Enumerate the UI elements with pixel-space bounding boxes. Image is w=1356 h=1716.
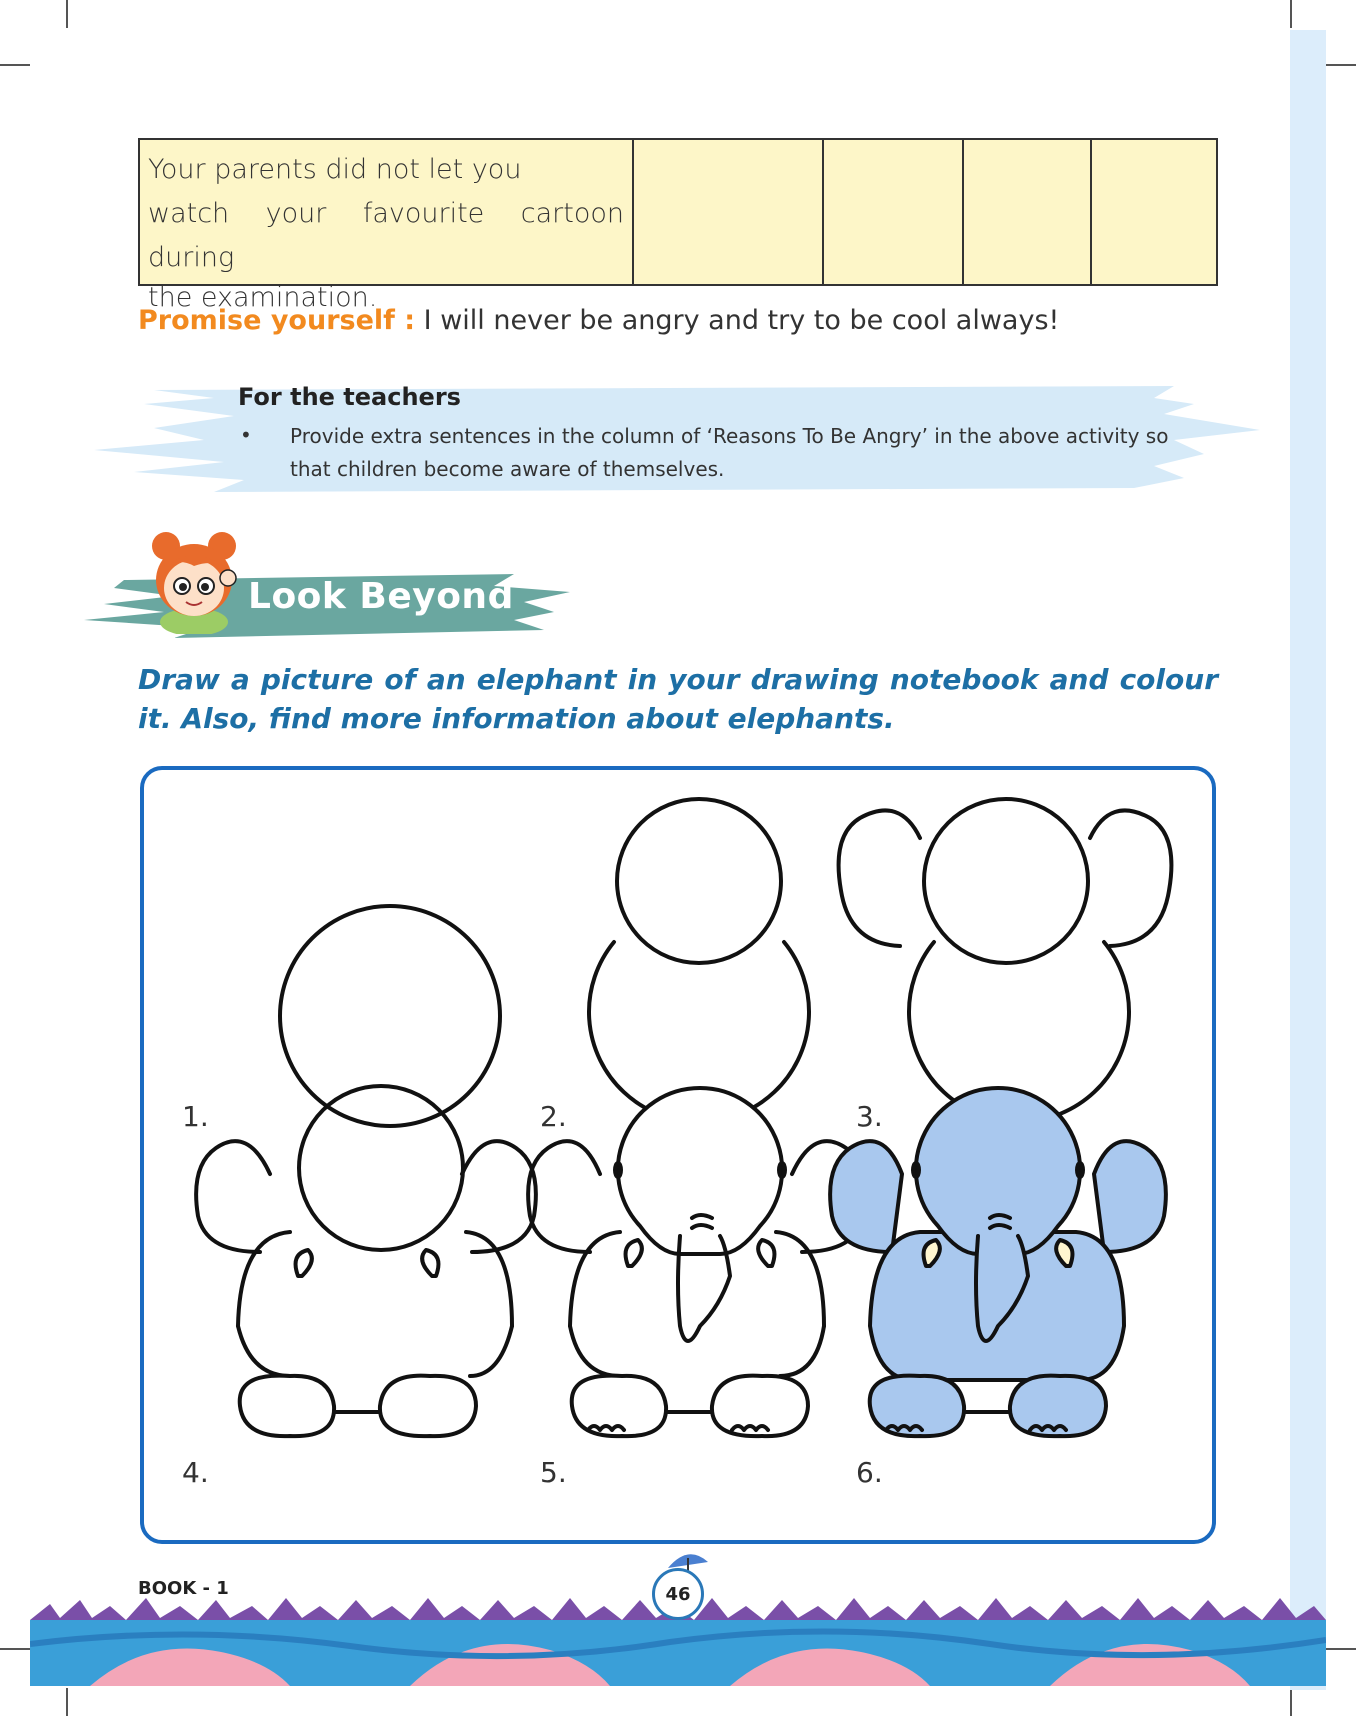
answer-cell[interactable]: [964, 140, 1092, 284]
step-number: 1.: [182, 1100, 209, 1133]
reason-line: watch your favourite cartoon during: [148, 198, 624, 273]
anger-table-row: [138, 138, 1218, 313]
teachers-title: For the teachers: [238, 383, 461, 411]
crop-mark: [66, 0, 68, 28]
crop-mark: [1326, 64, 1356, 66]
reason-line: the examination.: [148, 282, 378, 313]
crop-mark: [0, 64, 30, 66]
crop-mark: [66, 1688, 68, 1716]
girl-mascot-icon: [140, 526, 248, 634]
reason-line: Your parents did not let you: [148, 154, 522, 185]
bullet: •: [240, 423, 252, 447]
elephant-step-1-figure: [280, 906, 500, 1126]
elephant-step-3-figure: [839, 799, 1172, 1122]
activity-instruction: Draw a picture of an elephant in your drawing notebook and colour it. Also, find more information about elephants.: [138, 663, 1218, 735]
step-number: 4.: [182, 1456, 209, 1489]
answer-cell[interactable]: [634, 140, 824, 284]
teachers-note: Provide extra sentences in the column of ‘Reasons To Be Angry’ in the above activity so that children become aware of themselves.: [290, 424, 1169, 481]
step-number: 6.: [856, 1456, 883, 1489]
elephant-step-4-figure: [196, 1086, 536, 1436]
promise-line: [138, 305, 1059, 336]
crop-mark: [0, 1648, 30, 1650]
book-label: BOOK - 1: [138, 1578, 229, 1599]
look-beyond-title: Look Beyond: [248, 576, 514, 617]
answer-cell[interactable]: [1092, 140, 1216, 284]
step-number: 2.: [540, 1100, 567, 1133]
elephant-steps-illustration: [140, 766, 1216, 1544]
promise-label: Promise yourself :: [138, 305, 416, 336]
reason-cell: [140, 140, 634, 313]
page-number: 46: [652, 1568, 704, 1620]
crop-mark: [1326, 1648, 1356, 1650]
answer-cell[interactable]: [824, 140, 964, 284]
elephant-step-5-figure: [528, 1088, 866, 1436]
crop-mark: [1290, 0, 1292, 28]
promise-text: I will never be angry and try to be cool always!: [415, 305, 1060, 336]
page-side-band: [1290, 30, 1326, 1690]
elephant-step-6-figure: [830, 1088, 1166, 1436]
crop-mark: [1290, 1688, 1292, 1716]
step-number: 5.: [540, 1456, 567, 1489]
elephant-step-2-figure: [589, 799, 809, 1122]
step-number: 3.: [856, 1100, 883, 1133]
